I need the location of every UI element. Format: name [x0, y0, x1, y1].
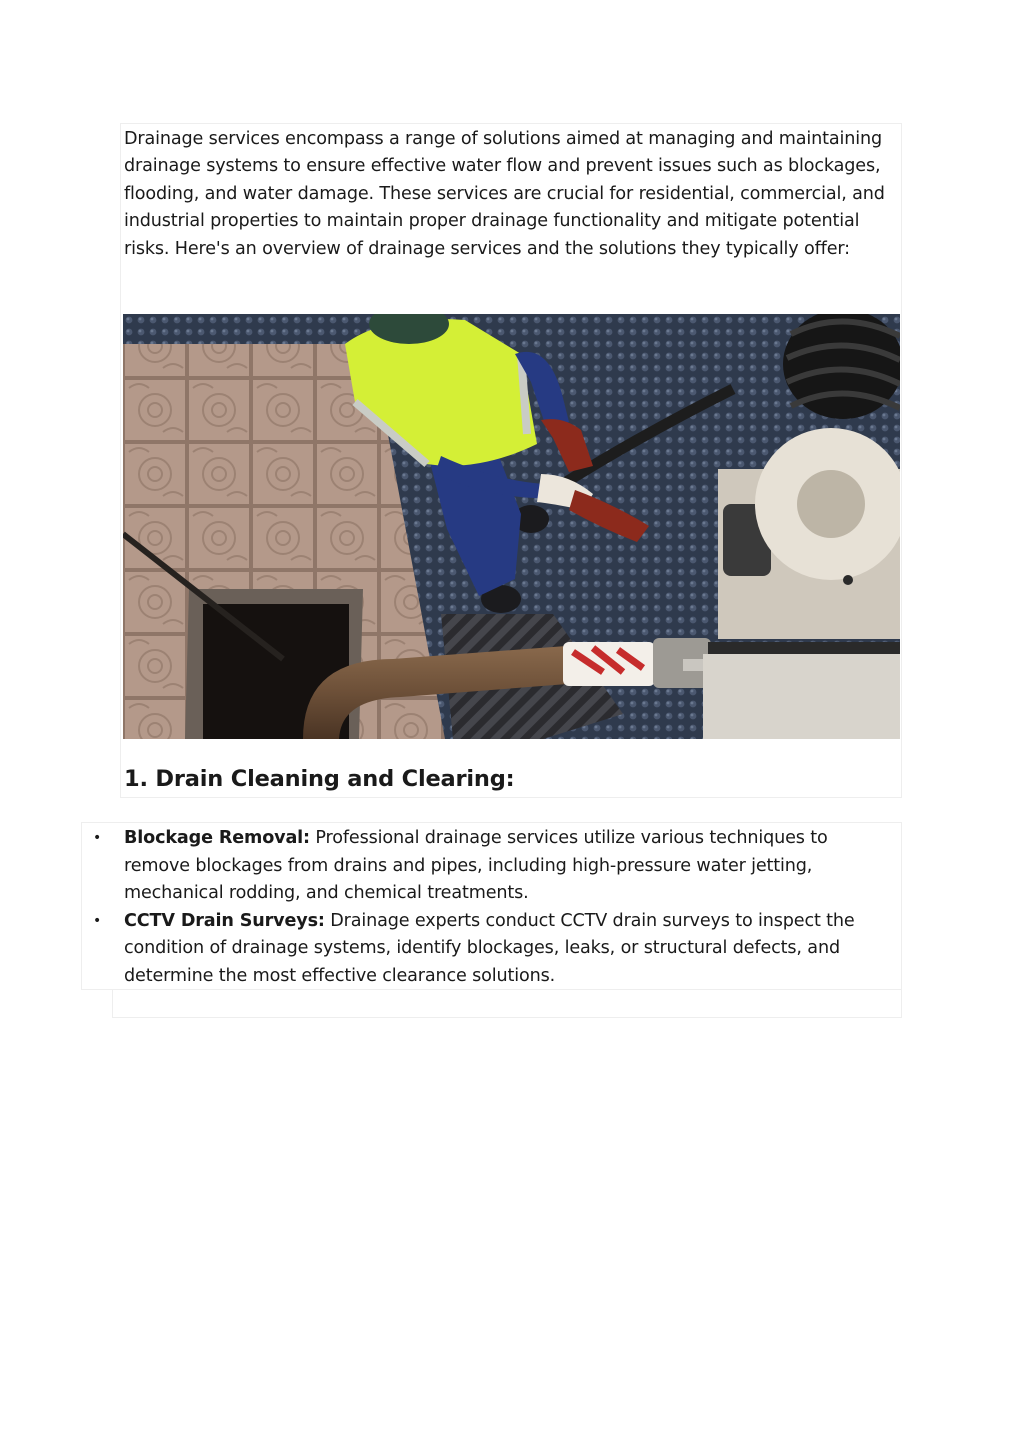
- intro-paragraph: Drainage services encompass a range of solutions aimed at managing and maintaining drainage systems to ensure effective water flow and prevent issues such as blockages, flooding, and water damage. These services are crucial for residential, commercial, and industrial properties to maintain proper drainage functionality and mitigate potential risks. Here's an overview of drainage services and the solutions they typically offer:: [124, 129, 885, 259]
- list-item-lead: Blockage Removal:: [124, 828, 310, 848]
- bullet-icon: •: [93, 830, 102, 846]
- bullet-icon: •: [93, 912, 102, 929]
- list-item-text: Professional drainage services utilize various techniques to remove blockages from drains and pipes, including high-pressure water jetting, mechanical rodding, and chemical treatments.: [124, 828, 828, 904]
- list-item-text: Drainage experts conduct CCTV drain surveys to inspect the condition of drainage systems, identify blockages, leaks, or structural defects, and determine the most effective clearance solutions.: [124, 910, 855, 986]
- list-item: [93, 908, 894, 991]
- section-heading: 1. Drain Cleaning and Clearing:: [124, 766, 515, 792]
- list-item-lead: CCTV Drain Surveys:: [124, 910, 325, 931]
- empty-block: [112, 990, 902, 1018]
- service-list: [93, 825, 894, 991]
- drainage-worker-photo: [123, 314, 900, 739]
- list-item: [93, 825, 894, 908]
